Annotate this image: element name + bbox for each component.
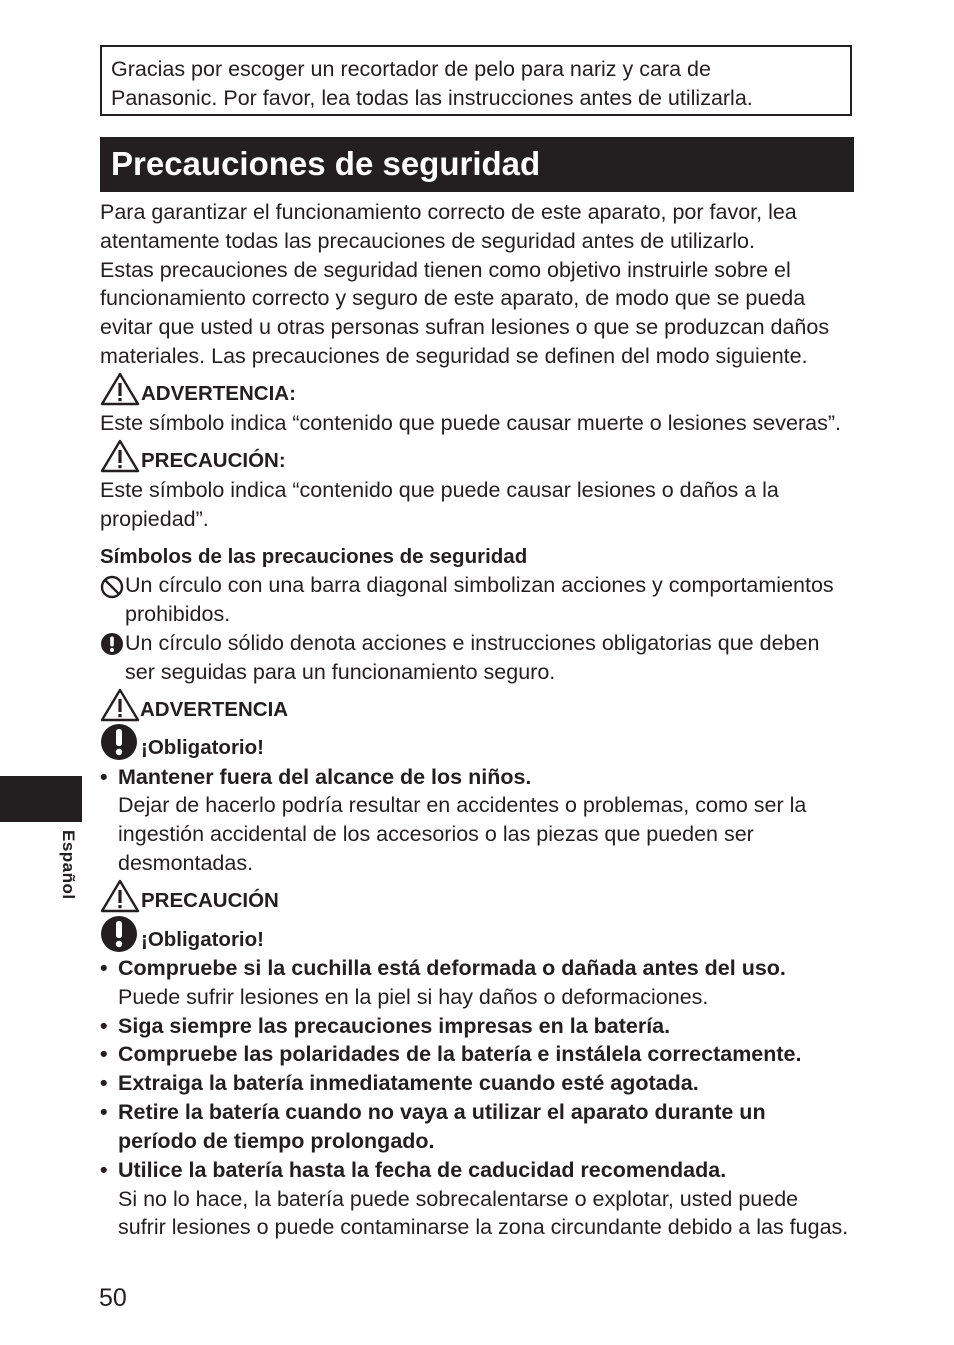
caution-item-title: Compruebe si la cuchilla está deformada o dañada antes del uso. [118,956,786,980]
language-label: Español [59,830,78,900]
mandatory-label: ¡Obligatorio! [141,928,264,951]
warning-definition: Este símbolo indica “contenido que puede causar muerte o lesiones severas”. [100,411,841,435]
paragraph-line: Para garantizar el funcionamiento correcto de este aparato, por favor, lea [100,200,797,224]
warning-triangle-icon [100,439,140,473]
mandatory-exclamation-icon [100,723,138,761]
prohibited-circle-icon [100,575,124,599]
paragraph-line: evitar que usted u otras personas sufran lesiones o que se produzcan daños [100,315,830,339]
caution-item-title: Retire la batería cuando no vaya a utilizar el aparato durante un [118,1100,766,1124]
caution-item-text: Si no lo hace, la batería puede sobrecalentarse o explotar, usted puede [118,1187,799,1211]
bullet: • [100,765,108,789]
intro-line: Panasonic. Por favor, lea todas las instrucciones antes de utilizarla. [111,86,753,110]
intro-line: Gracias por escoger un recortador de pelo para nariz y cara de [111,57,711,81]
language-tab [0,776,82,822]
warning-label: ADVERTENCIA: [141,382,296,405]
prohibited-description: prohibidos. [125,602,231,626]
bullet: • [100,1158,108,1182]
caution-item-text: Puede sufrir lesiones en la piel si hay daños o deformaciones. [118,985,709,1009]
warning-item-text: desmontadas. [118,851,254,875]
prohibited-description: Un círculo con una barra diagonal simbolizan acciones y comportamientos [125,573,834,597]
caution-item-title: Utilice la batería hasta la fecha de caducidad recomendada. [118,1158,727,1182]
paragraph-line: atentamente todas las precauciones de seguridad antes de utilizarlo. [100,229,755,253]
mandatory-exclamation-icon [100,632,124,656]
paragraph-line: Estas precauciones de seguridad tienen como objetivo instruirle sobre el [100,258,791,282]
caution-item-text: sufrir lesiones o puede contaminarse la zona circundante debido a las fugas. [118,1215,849,1239]
mandatory-exclamation-icon [100,915,138,953]
caution-item-title: Siga siempre las precauciones impresas en la batería. [118,1014,671,1038]
warning-item-text: ingestión accidental de los accesorios o las piezas que pueden ser [118,822,754,846]
warning-item-title: Mantener fuera del alcance de los niños. [118,765,532,789]
page-number: 50 [99,1284,127,1312]
caution-label: PRECAUCIÓN: [141,449,286,472]
warning-item-text: Dejar de hacerlo podría resultar en accidentes o problemas, como ser la [118,793,807,817]
warning-section-label: ADVERTENCIA [140,698,289,721]
caution-definition: Este símbolo indica “contenido que puede causar lesiones o daños a la [100,478,779,502]
caution-item-title: período de tiempo prolongado. [118,1129,435,1153]
mandatory-description: Un círculo sólido denota acciones e instrucciones obligatorias que deben [125,631,820,655]
caution-section-label: PRECAUCIÓN [141,889,279,912]
mandatory-label: ¡Obligatorio! [141,736,264,759]
bullet: • [100,1014,108,1038]
caution-definition: propiedad”. [100,507,209,531]
intro-box [100,45,852,116]
warning-triangle-icon [100,688,140,722]
caution-item-title: Compruebe las polaridades de la batería e instálela correctamente. [118,1042,802,1066]
paragraph-line: funcionamiento correcto y seguro de este aparato, de modo que se pueda [100,286,806,310]
bullet: • [100,956,108,980]
bullet: • [100,1042,108,1066]
caution-item-title: Extraiga la batería inmediatamente cuando esté agotada. [118,1071,699,1095]
warning-triangle-icon [100,372,140,406]
warning-triangle-icon [100,879,140,913]
paragraph-line: materiales. Las precauciones de seguridad se definen del modo siguiente. [100,344,808,368]
title-bar [100,137,854,192]
bullet: • [100,1071,108,1095]
mandatory-description: ser seguidas para un funcionamiento seguro. [125,660,556,684]
symbols-heading: Símbolos de las precauciones de seguridad [100,545,528,568]
page-title: Precauciones de seguridad [111,145,541,182]
bullet: • [100,1100,108,1124]
